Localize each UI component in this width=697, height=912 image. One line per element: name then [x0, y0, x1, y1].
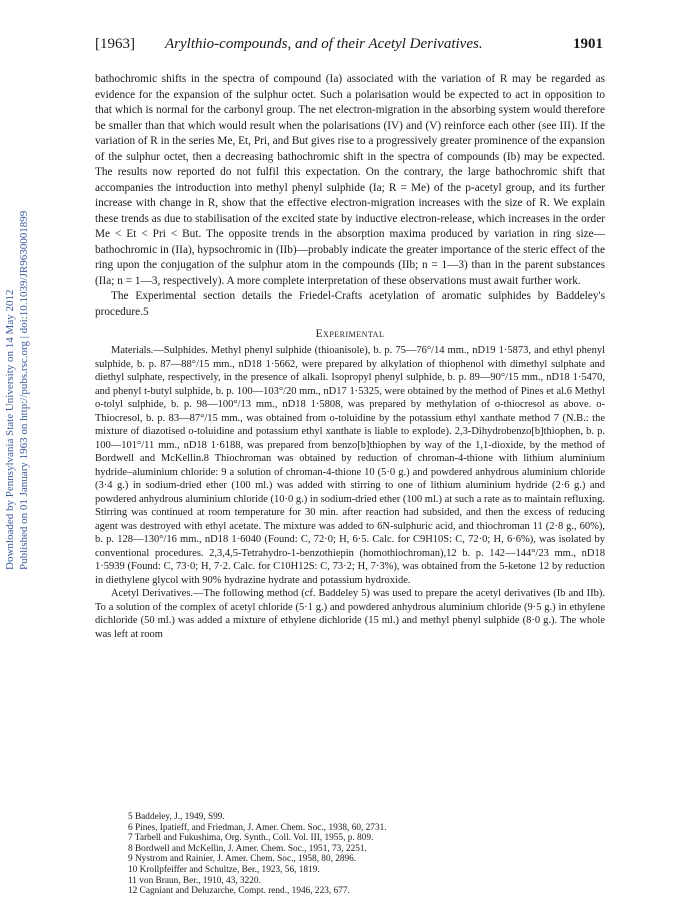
- procedure-paragraph: The Experimental section details the Friedel-Crafts acetylation of aromatic sulphides by Baddeley's procedure.5: [95, 290, 605, 318]
- reference-item: 8 Bordwell and McKellin, J. Amer. Chem. Soc., 1951, 73, 2251.: [128, 843, 367, 854]
- journal-year: [1963]: [95, 36, 135, 52]
- reference-item: 9 Nystrom and Rainier, J. Amer. Chem. Soc., 1958, 80, 2896.: [128, 854, 357, 865]
- reference-item: 10 Krollpfeiffer and Schultze, Ber., 1923, 56, 1819.: [128, 864, 320, 875]
- acetyl-paragraph: Acetyl Derivatives.—The following method (cf. Baddeley 5) was used to prepare the acetyl derivatives (Ib and IIb). To a solution of the complex of acetyl chloride (5·1 g.) and powdered anhydrous aluminium chloride (9·5 g.) in ethylene dichloride (50 ml.) was added a mixture of ethylene dichloride (15 ml.) and methyl phenyl sulphide (8·0 g.). The whole was left at room: [95, 588, 605, 640]
- reference-item: 11 von Braun, Ber., 1910, 43, 3220.: [128, 875, 261, 886]
- running-header: [95, 36, 603, 58]
- footnote-references: [128, 812, 608, 897]
- running-title: Arylthio-compounds, and of their Acetyl Derivatives.: [165, 36, 483, 52]
- downloaded-note[interactable]: Downloaded by Pennsylvania State University on 14 May 2012: [4, 289, 16, 570]
- download-watermark: [0, 150, 40, 570]
- materials-paragraph: Materials.—Sulphides. Methyl phenyl sulphide (thioanisole), b. p. 75—76°/14 mm., nD19 1·5873, and ethyl phenyl sulphide, b. p. 87—88°/15 mm., nD18 1·5662, were prepared by alkylation of thiophenol with dimethyl sulphate and diethyl sulphate, respectively, in the presence of alkali. Isopropyl phenyl sulphide, b. p. 89—90°/15 mm., nD18 1·5470, and phenyl t-butyl sulphide, b. p. 100—103°/20 mm., nD17 1·5325, were obtained by the method of Pines et al.6 Methyl o-tolyl sulphide, b. p. 98—100°/13 mm., nD18 1·5808, was prepared by methylation of o-thiocresol as above. o-Thiocresol, b. p. 83—87°/15 mm., was obtained from o-toluidine by the potassium ethyl xanthate method 7 (N.B.: the mixture of diazotised o-toluidine and potassium ethyl xanthate is liable to explode). 2,3-Dihydrobenzo[b]thiophen, b. p. 100—101°/11 mm., nD18 1·6188, was prepared from benzo[b]thiophen by way of the 1,1-dioxide, by the method of Bordwell and McKellin.8 Thiochroman was obtained by reduction of chroman-4-thione with lithium aluminium hydride–aluminium chloride: 9 a solution of chroman-4-thione 10 (5·0 g.) and powdered anhydrous aluminium chloride (3·4 g.) in sodium-dried ether (100 ml.) was added with stirring to one of lithium aluminium hydride (2·6 g.) and powdered anhydrous aluminium chloride (10·0 g.) in sodium-dried ether (100 ml.) at such a rate as to maintain refluxing. Stirring was continued at room temperature for 30 min. after reaction had subsided, and then the excess of reducing agent was destroyed with ethyl acetate. The mixture was added to 6N-sulphuric acid, and thiochroman 11 (2·8 g., 60%), b. p. 128—130°/16 mm., nD18 1·6040 (Found: C, 72·0; H, 6·5. Calc. for C9H10S: C, 72·0; H, 6·6%), was isolated by conventional procedures. 2,3,4,5-Tetrahydro-1-benzothiepin (homothiochroman),12 b. p. 142—144°/23 mm., nD18 1·5939 (Found: C, 73·0; H, 7·2. Calc. for C10H12S: C, 73·2; H, 7·3%), was obtained from the 5-ketone 12 by reduction in diethylene glycol with 90% hydrazine hydrate and potassium hydroxide.: [95, 345, 605, 586]
- reference-item: 12 Cagniant and Deluzarche, Compt. rend., 1946, 223, 677.: [128, 886, 350, 897]
- page-number: 1901: [573, 36, 603, 52]
- reference-item: 5 Baddeley, J., 1949, S99.: [128, 812, 225, 822]
- article-body: [95, 72, 605, 641]
- discussion-paragraph: bathochromic shifts in the spectra of compound (Ia) associated with the variation of R may be regarded as evidence for the expansion of the sulphur octet. Such a polarisation would be expected to act in opposition to that which is normal for the carbonyl group. The net electron-migration in the absorbing system would therefore be smaller than that which would result when the polarisations (IV) and (V) reinforce each other (see III). If the variation of R in the series Me, Et, Pri, and But gives rise to a progressively greater prominence of the expansion of the sulphur octet, then a decreasing bathochromic shift in the spectra of compounds (Ib) may be expected. The results now reported do not fulfil this expectation. On the contrary, the large bathochromic shift that accompanies the introduction into methyl phenyl sulphide (Ia; R = Me) of the p-acetyl group, and its further increase with change in R, show that the effective electron-migration increases with the size of R. We explain these trends as due to stabilisation of the excited state by inductive electron-release, which increases in the order Me < Et < Pri < But. The opposite trends in the absorption maxima produced by variation in ring size—bathochromic in (IIa), hypsochromic in (IIb)—probably indicate the greater importance of the steric effect of the ring upon the conjugation of the sulphur atom in the compounds (IIb; n = 1—3) than in the parent substances (IIa; n = 1—3, respectively). A more complete interpretation of these observations must await further work.: [95, 73, 605, 287]
- published-note[interactable]: Published on 01 January 1963 on http://pubs.rsc.org | doi:10.1039/JR9630001899: [18, 210, 30, 570]
- experimental-heading: Experimental: [315, 328, 385, 340]
- reference-item: 6 Pines, Ipatieff, and Friedman, J. Amer. Chem. Soc., 1938, 60, 2731.: [128, 822, 387, 833]
- reference-item: 7 Tarbell and Fukushima, Org. Synth., Coll. Vol. III, 1955, p. 809.: [128, 833, 374, 844]
